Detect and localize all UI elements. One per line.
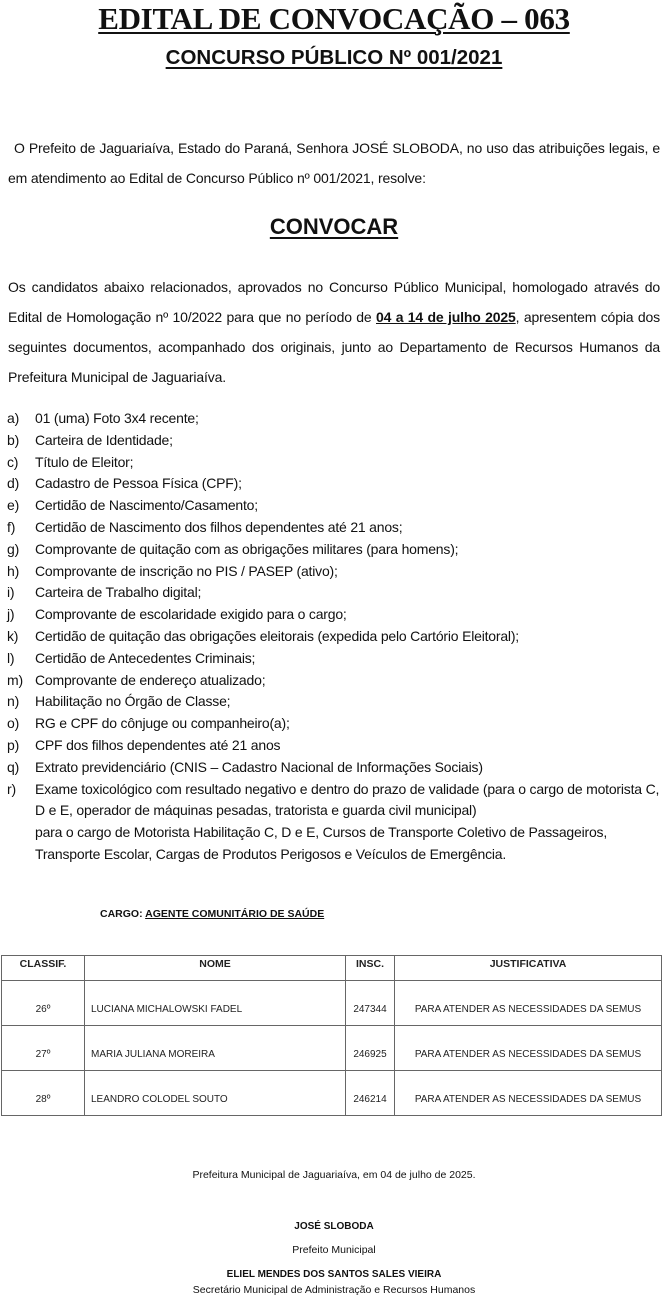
table-row — [2, 981, 662, 1026]
document-item-text-main: RG e CPF do cônjuge ou companheiro(a); — [35, 715, 290, 732]
document-item-text-main: Carteira de Trabalho digital; — [35, 584, 202, 601]
document-item-text — [35, 757, 667, 779]
signer2-name: ELIEL MENDES DOS SANTOS SALES VIEIRA — [226, 1269, 442, 1280]
action-heading — [0, 210, 668, 244]
document-item-text-main: Certidão de Antecedentes Criminais; — [35, 649, 256, 666]
cell-insc: 247344 — [346, 981, 395, 1026]
document-item — [7, 626, 667, 648]
cell-justificativa: PARA ATENDER AS NECESSIDADES DA SEMUS — [395, 981, 662, 1026]
body-period: 04 a 14 de julho 2025 — [376, 309, 516, 325]
document-subtitle — [0, 44, 668, 72]
cell-classif: 28º — [2, 1071, 85, 1116]
documents-list — [7, 408, 667, 866]
document-item — [7, 779, 667, 866]
document-item — [7, 495, 667, 517]
document-subtitle-text: CONCURSO PÚBLICO Nº 001/2021 — [165, 46, 503, 69]
document-item — [7, 517, 667, 539]
body-paragraph — [8, 272, 660, 392]
document-item-letter: r) — [7, 780, 16, 797]
document-item-text — [35, 626, 667, 648]
header-insc: INSC. — [346, 956, 395, 981]
signer1-name: JOSÉ SLOBODA — [294, 1221, 374, 1232]
document-item — [7, 713, 667, 735]
header-classif: CLASSIF. — [2, 956, 85, 981]
signer1-role: Prefeito Municipal — [292, 1244, 376, 1256]
document-item — [7, 539, 667, 561]
document-item-text-main: Comprovante de endereço atualizado; — [35, 671, 266, 688]
document-item-text-main: Extrato previdenciário (CNIS – Cadastro Nacional de Informações Sociais) — [35, 758, 483, 775]
cell-nome: LUCIANA MICHALOWSKI FADEL — [85, 981, 346, 1026]
document-item-letter: b) — [7, 431, 20, 448]
document-item-letter: l) — [7, 649, 15, 666]
intro-text: O Prefeito de Jaguariaíva, Estado do Paraná, Senhora JOSÉ SLOBODA, no uso das atribuições legais, e em atendimento ao Edital de Concurso Público nº 001/2021, resolve: — [8, 140, 660, 186]
document-item-letter: f) — [7, 518, 16, 535]
document-item-text — [35, 670, 667, 692]
document-item-text-main: Certidão de Nascimento/Casamento; — [35, 497, 258, 514]
document-item-letter: i) — [7, 584, 15, 601]
document-item-letter: p) — [7, 736, 20, 753]
document-item-text — [35, 430, 667, 452]
document-item — [7, 561, 667, 583]
candidates-table — [1, 955, 662, 1116]
document-item-text — [35, 779, 667, 866]
document-title-text: EDITAL DE CONVOCAÇÃO – 063 — [98, 1, 570, 36]
body-text-before: Os candidatos abaixo relacionados, aprovados no Concurso Público Municipal, homologado através do Edital de Homologação nº 10/2022 para que no período de — [8, 279, 660, 325]
document-item-text-main: Cadastro de Pessoa Física (CPF); — [35, 475, 242, 492]
document-item — [7, 648, 667, 670]
document-item-text — [35, 561, 667, 583]
cell-nome: MARIA JULIANA MOREIRA — [85, 1026, 346, 1071]
document-item-letter: q) — [7, 758, 20, 775]
cell-justificativa: PARA ATENDER AS NECESSIDADES DA SEMUS — [395, 1026, 662, 1071]
document-item — [7, 604, 667, 626]
cargo-value: AGENTE COMUNITÁRIO DE SAÚDE — [145, 908, 325, 920]
document-item-text — [35, 648, 667, 670]
table-row — [2, 1071, 662, 1116]
cell-classif: 27º — [2, 1026, 85, 1071]
document-item — [7, 735, 667, 757]
cell-classif: 26º — [2, 981, 85, 1026]
document-item-text-main: Comprovante de quitação com as obrigações militares (para homens); — [35, 540, 459, 557]
document-item-text-main: 01 (uma) Foto 3x4 recente; — [35, 410, 199, 426]
document-item-text-main: Comprovante de inscrição no PIS / PASEP (ativo); — [35, 562, 338, 579]
document-item-text — [35, 691, 667, 713]
table-header-row — [2, 956, 662, 981]
document-item — [7, 691, 667, 713]
signer2-role: Secretário Municipal de Administração e Recursos Humanos — [192, 1284, 476, 1296]
document-item — [7, 670, 667, 692]
cell-insc: 246214 — [346, 1071, 395, 1116]
cell-nome: LEANDRO COLODEL SOUTO — [85, 1071, 346, 1116]
document-item-letter: m) — [7, 671, 23, 688]
document-item-text-main: Certidão de quitação das obrigações eleitorais (expedida pelo Cartório Eleitoral); — [35, 627, 519, 644]
document-item-text — [35, 495, 667, 517]
document-item-text-extra: para o cargo de Motorista Habilitação C, D e E, Cursos de Transporte Coletivo de Passageiros, Transporte Escolar, Cargas de Produtos Perigosos e Veículos de Emergência. — [35, 824, 608, 862]
cell-justificativa: PARA ATENDER AS NECESSIDADES DA SEMUS — [395, 1071, 662, 1116]
document-item-text-main: Certidão de Nascimento dos filhos dependentes até 21 anos; — [35, 518, 403, 535]
document-item-text — [35, 517, 667, 539]
document-item-letter: j) — [7, 606, 15, 623]
document-item — [7, 757, 667, 779]
cargo-label: CARGO: — [100, 908, 143, 920]
document-item-letter: a) — [7, 410, 20, 426]
cargo-line — [100, 907, 324, 921]
action-heading-text: CONVOCAR — [269, 214, 399, 239]
document-item-text — [35, 604, 667, 626]
document-item-text — [35, 735, 667, 757]
document-item-text-main: Carteira de Identidade; — [35, 431, 173, 448]
document-item-text-main: CPF dos filhos dependentes até 21 anos — [35, 736, 281, 753]
document-item-letter: d) — [7, 475, 20, 492]
document-item-text — [35, 713, 667, 735]
document-item-text-main: Título de Eleitor; — [35, 453, 134, 470]
table-row — [2, 1026, 662, 1071]
document-title — [0, 0, 668, 38]
document-item-letter: g) — [7, 540, 20, 557]
place-date: Prefeitura Municipal de Jaguariaíva, em 04 de julho de 2025. — [192, 1169, 476, 1181]
document-item-letter: h) — [7, 562, 20, 579]
document-item-letter: e) — [7, 497, 20, 514]
document-item-text-main: Exame toxicológico com resultado negativo e dentro do prazo de validade (para o cargo de motorista C, D e E, operador de máquinas pesadas, tratorista e guarda civil municipal) — [35, 780, 660, 819]
document-item — [7, 430, 667, 452]
document-item-text — [35, 539, 667, 561]
header-justificativa: JUSTIFICATIVA — [395, 956, 662, 981]
document-item-letter: o) — [7, 715, 20, 732]
body-text-after: , apresentem cópia dos seguintes documentos, acompanhado dos originais, junto ao Departamento de Recursos Humanos da Prefeitura Municipal de Jaguariaíva. — [8, 309, 660, 385]
document-item-text — [35, 408, 667, 430]
document-item-letter: k) — [7, 627, 19, 644]
document-item-letter: c) — [7, 453, 19, 470]
document-item — [7, 452, 667, 474]
document-item-text — [35, 473, 667, 495]
intro-paragraph — [8, 133, 660, 193]
document-item — [7, 473, 667, 495]
header-nome: NOME — [85, 956, 346, 981]
document-item-text — [35, 452, 667, 474]
cell-insc: 246925 — [346, 1026, 395, 1071]
document-item-text — [35, 582, 667, 604]
document-item — [7, 582, 667, 604]
document-item-text-main: Habilitação no Órgão de Classe; — [35, 693, 231, 710]
document-item — [7, 408, 667, 430]
document-item-text-main: Comprovante de escolaridade exigido para o cargo; — [35, 606, 347, 623]
document-item-letter: n) — [7, 693, 20, 710]
